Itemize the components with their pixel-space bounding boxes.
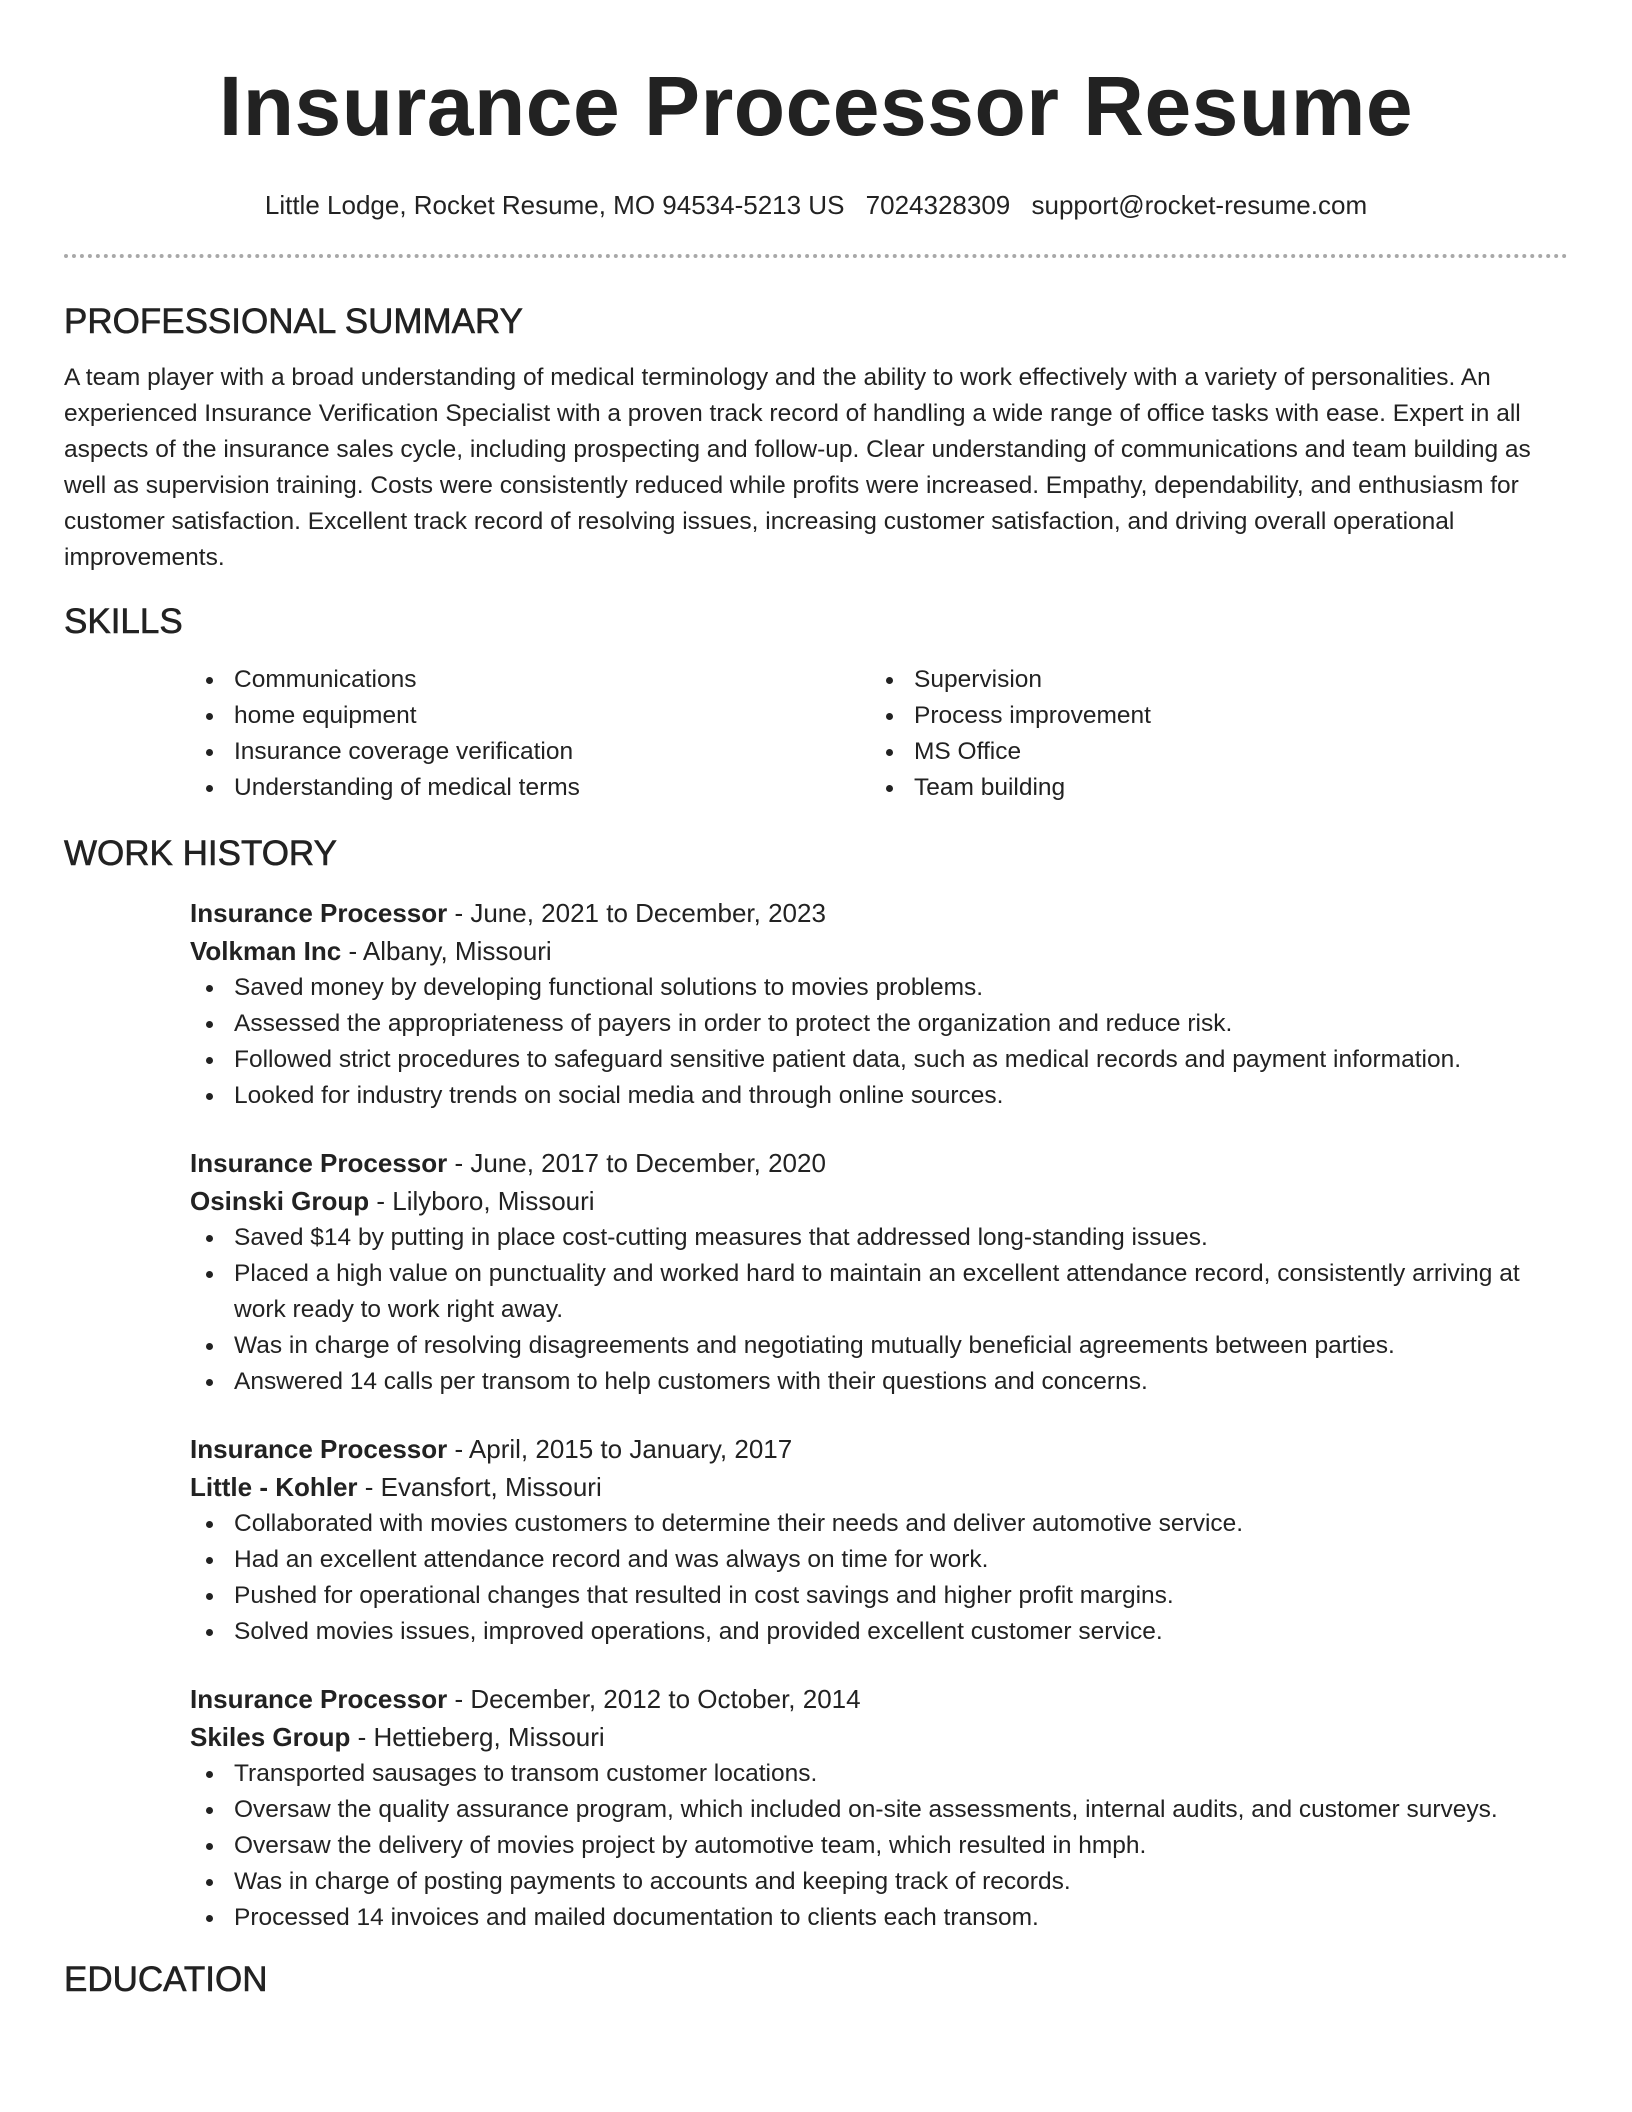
bullet-icon xyxy=(206,1343,213,1350)
bullet-icon xyxy=(206,1843,213,1850)
job-title-line: Insurance Processor - April, 2015 to January, 2017 xyxy=(190,1434,793,1464)
skill-item: Team building xyxy=(870,770,1550,806)
job-duties xyxy=(190,1756,1568,1936)
job-duties xyxy=(190,970,1568,1114)
skill-item: Understanding of medical terms xyxy=(190,770,870,806)
bullet-icon xyxy=(206,1593,213,1600)
skill-item: Process improvement xyxy=(870,698,1550,734)
job-location: Lilyboro, Missouri xyxy=(392,1186,595,1216)
duty-item: Placed a high value on punctuality and worked hard to maintain an excellent attendance record, consistently arriving at work ready to work right away. xyxy=(190,1256,1568,1328)
page-title: Insurance Processor Resume xyxy=(218,59,1414,153)
duty-item: Assessed the appropriateness of payers in order to protect the organization and reduce risk. xyxy=(190,1006,1568,1042)
bullet-icon xyxy=(206,985,213,992)
skill-item: Insurance coverage verification xyxy=(190,734,870,770)
bullet-icon xyxy=(206,1235,213,1242)
job-location: Evansfort, Missouri xyxy=(380,1472,602,1502)
bullet-icon xyxy=(206,1271,213,1278)
job-duties xyxy=(190,1506,1568,1650)
summary-text: A team player with a broad understanding of medical terminology and the ability to work effectively with a variety of personalities. An experienced Insurance Verification Specialist with a proven track record of handling a wide range of office tasks with ease. Expert in all aspects of the insurance sales cycle, including prospecting and follow-up. Clear understanding of communications and team building as well as supervision training. Costs were consistently reduced while profits were increased. Empathy, dependability, and enthusiasm for customer satisfaction. Excellent track record of resolving issues, increasing customer satisfaction, and driving overall operational improvements. xyxy=(64,364,1531,571)
duty-item: Transported sausages to transom customer locations. xyxy=(190,1756,1568,1792)
job-company-line: Osinski Group - Lilyboro, Missouri xyxy=(190,1186,595,1216)
job-dates: June, 2017 to December, 2020 xyxy=(470,1148,826,1178)
duty-item: Looked for industry trends on social media and through online sources. xyxy=(190,1078,1568,1114)
job-title: Insurance Processor xyxy=(190,1684,448,1714)
bullet-icon xyxy=(206,1557,213,1564)
duty-item: Answered 14 calls per transom to help customers with their questions and concerns. xyxy=(190,1364,1568,1400)
bullet-icon xyxy=(206,785,213,792)
job-company: Volkman Inc xyxy=(190,936,342,966)
bullet-icon xyxy=(206,713,213,720)
job-title-line: Insurance Processor - December, 2012 to October, 2014 xyxy=(190,1684,861,1714)
duty-item: Saved $14 by putting in place cost-cutting measures that addressed long-standing issues. xyxy=(190,1220,1568,1256)
job-company-line: Little - Kohler - Evansfort, Missouri xyxy=(190,1472,602,1502)
skills-column-right xyxy=(870,662,1550,806)
contact-email: support@rocket-resume.com xyxy=(1031,190,1368,220)
job-location: Hettieberg, Missouri xyxy=(373,1722,605,1752)
duty-item: Followed strict procedures to safeguard sensitive patient data, such as medical records and payment information. xyxy=(190,1042,1568,1078)
contact-phone: 7024328309 xyxy=(865,190,1011,220)
job-title: Insurance Processor xyxy=(190,1148,448,1178)
duty-item: Oversaw the delivery of movies project by automotive team, which resulted in hmph. xyxy=(190,1828,1568,1864)
bullet-icon xyxy=(886,713,893,720)
job-company-line: Volkman Inc - Albany, Missouri xyxy=(190,936,552,966)
education-heading: EDUCATION xyxy=(64,1960,268,1999)
contact-line xyxy=(64,190,1568,220)
bullet-icon xyxy=(206,749,213,756)
bullet-icon xyxy=(886,749,893,756)
bullet-icon xyxy=(206,1915,213,1922)
job-title-line: Insurance Processor - June, 2021 to December, 2023 xyxy=(190,898,826,928)
duty-item: Solved movies issues, improved operations, and provided excellent customer service. xyxy=(190,1614,1568,1650)
skill-item: Communications xyxy=(190,662,870,698)
job-company-line: Skiles Group - Hettieberg, Missouri xyxy=(190,1722,605,1752)
job-entry xyxy=(190,1680,1568,1936)
job-entry xyxy=(190,894,1568,1114)
contact-address: Little Lodge, Rocket Resume, MO 94534-5213 US xyxy=(264,190,845,220)
job-dates: December, 2012 to October, 2014 xyxy=(470,1684,861,1714)
duty-item: Saved money by developing functional solutions to movies problems. xyxy=(190,970,1568,1006)
bullet-icon xyxy=(206,677,213,684)
job-company: Osinski Group xyxy=(190,1186,370,1216)
job-location: Albany, Missouri xyxy=(362,936,552,966)
job-entry xyxy=(190,1144,1568,1400)
job-company: Skiles Group xyxy=(190,1722,351,1752)
job-entry xyxy=(190,1430,1568,1650)
job-company: Little - Kohler xyxy=(190,1472,358,1502)
bullet-icon xyxy=(206,1521,213,1528)
duty-item: Processed 14 invoices and mailed documentation to clients each transom. xyxy=(190,1900,1568,1936)
job-dates: June, 2021 to December, 2023 xyxy=(470,898,826,928)
bullet-icon xyxy=(886,677,893,684)
skill-item: MS Office xyxy=(870,734,1550,770)
duty-item: Had an excellent attendance record and was always on time for work. xyxy=(190,1542,1568,1578)
duty-item: Was in charge of resolving disagreements and negotiating mutually beneficial agreements between parties. xyxy=(190,1328,1568,1364)
skills-list xyxy=(190,662,1568,806)
job-duties xyxy=(190,1220,1568,1400)
header-divider xyxy=(64,254,1568,258)
job-title-line: Insurance Processor - June, 2017 to December, 2020 xyxy=(190,1148,826,1178)
bullet-icon xyxy=(206,1379,213,1386)
job-title: Insurance Processor xyxy=(190,1434,448,1464)
bullet-icon xyxy=(206,1629,213,1636)
summary-heading: PROFESSIONAL SUMMARY xyxy=(64,302,523,341)
bullet-icon xyxy=(206,1807,213,1814)
bullet-icon xyxy=(206,1879,213,1886)
bullet-icon xyxy=(206,1771,213,1778)
bullet-icon xyxy=(206,1057,213,1064)
skill-item: home equipment xyxy=(190,698,870,734)
bullet-icon xyxy=(886,785,893,792)
duty-item: Oversaw the quality assurance program, which included on-site assessments, internal audits, and customer surveys. xyxy=(190,1792,1568,1828)
job-title: Insurance Processor xyxy=(190,898,448,928)
skills-column-left xyxy=(190,662,870,806)
work-history-heading: WORK HISTORY xyxy=(64,834,337,873)
duty-item: Collaborated with movies customers to determine their needs and deliver automotive service. xyxy=(190,1506,1568,1542)
skills-heading: SKILLS xyxy=(64,602,183,641)
bullet-icon xyxy=(206,1021,213,1028)
skill-item: Supervision xyxy=(870,662,1550,698)
bullet-icon xyxy=(206,1093,213,1100)
job-dates: April, 2015 to January, 2017 xyxy=(468,1434,793,1464)
duty-item: Pushed for operational changes that resulted in cost savings and higher profit margins. xyxy=(190,1578,1568,1614)
duty-item: Was in charge of posting payments to accounts and keeping track of records. xyxy=(190,1864,1568,1900)
